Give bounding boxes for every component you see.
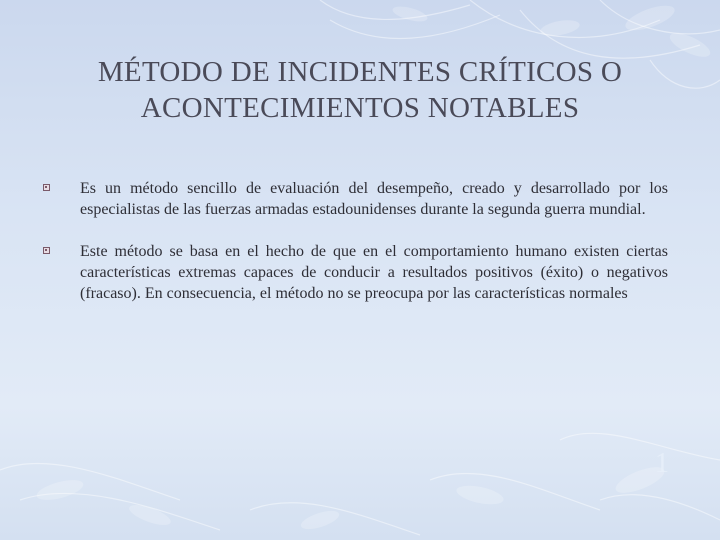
square-bullet-icon [43,184,50,191]
bullet-item [42,241,668,304]
bullet-text: Este método se basa en el hecho de que en el comportamiento humano existen ciertas características extremas capaces de conducir a resultados positivos (éxito) o negativos (fracaso). En consecuencia, el método no se preocupa por las características normales [80,243,668,302]
slide-number: 1 [655,448,669,479]
bullet-list [42,178,668,325]
bullet-item [42,178,668,220]
slide-title-line-2: ACONTECIMIENTOS NOTABLES [140,92,580,124]
square-bullet-icon [43,247,50,254]
slide-title [40,54,680,126]
slide-title-line-1: MÉTODO DE INCIDENTES CRÍTICOS O [97,56,623,88]
bullet-text: Es un método sencillo de evaluación del desempeño, creado y desarrollado por los especialistas de las fuerzas armadas estadounidenses durante la segunda guerra mundial. [80,180,668,218]
